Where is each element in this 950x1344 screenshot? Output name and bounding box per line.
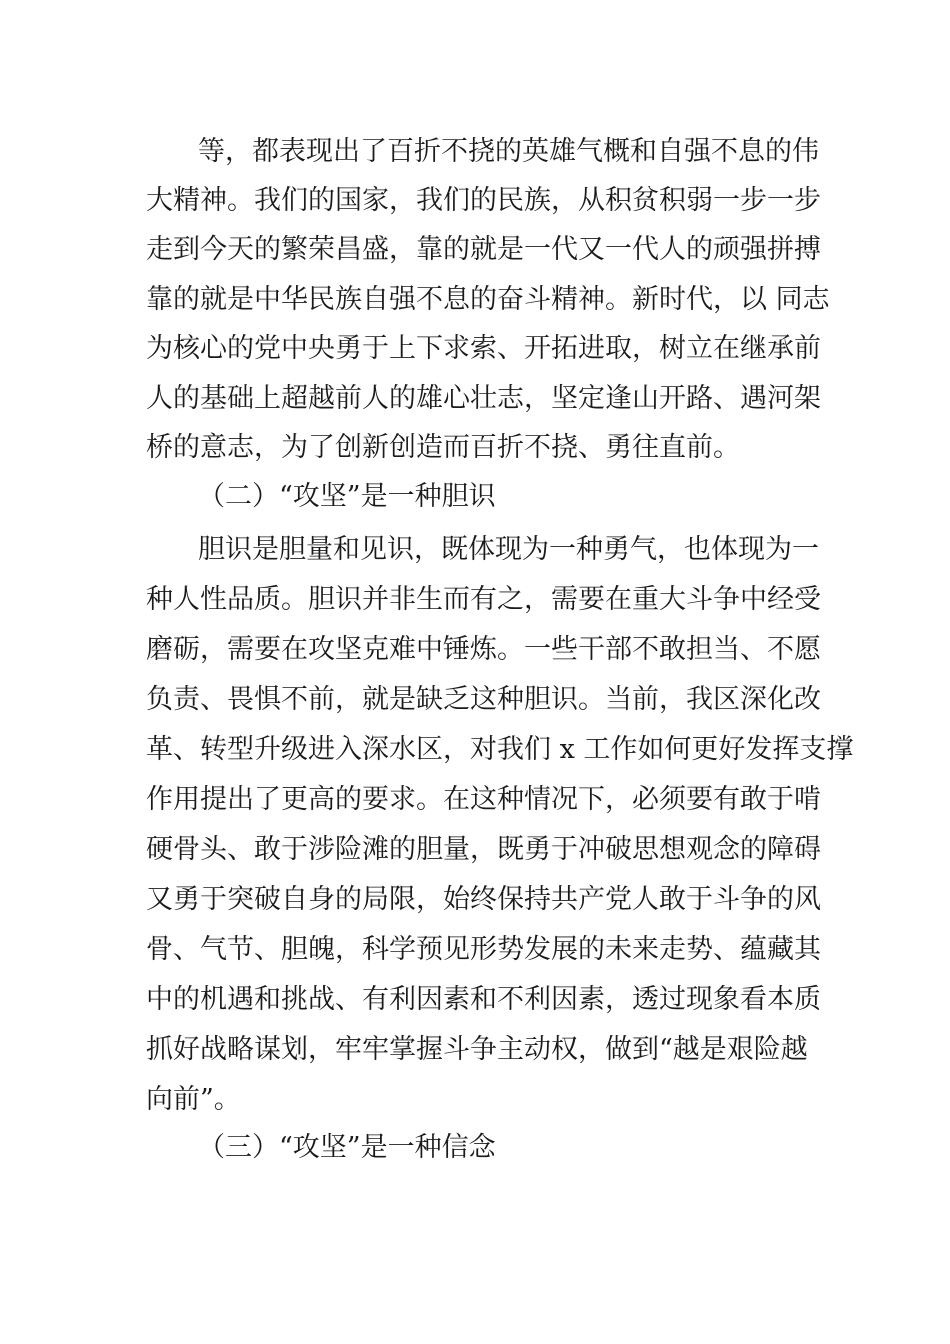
section-heading-2: （二）“攻坚”是一种胆识	[198, 481, 496, 512]
paragraph-2-line-6: 作用提出了更高的要求。在这种情况下，必须要有敢于啃	[146, 784, 821, 815]
paragraph-1-line-4: 靠的就是中华民族自强不息的奋斗精神。新时代，以 同志	[146, 284, 830, 315]
paragraph-1-line-6: 人的基础上超越前人的雄心壮志，坚定逢山开路、遇河架	[146, 383, 821, 414]
paragraph-2-line-3: 磨砺，需要在攻坚克难中锤炼。一些干部不敢担当、不愿	[146, 634, 821, 665]
section-heading-3: （三）“攻坚”是一种信念	[198, 1132, 496, 1163]
paragraph-2-line-7: 硬骨头、敢于涉险滩的胆量，既勇于冲破思想观念的障碍	[146, 834, 821, 865]
paragraph-1-line-1: 等，都表现出了百折不挠的英雄气概和自强不息的伟	[198, 136, 819, 167]
paragraph-1-line-7: 桥的意志，为了创新创造而百折不挠、勇往直前。	[146, 432, 740, 463]
paragraph-2-line-1: 胆识是胆量和见识，既体现为一种勇气，也体现为一	[198, 534, 819, 565]
paragraph-2-line-2: 种人性品质。胆识并非生而有之，需要在重大斗争中经受	[146, 584, 821, 615]
paragraph-1-line-3: 走到今天的繁荣昌盛，靠的就是一代又一代人的顽强拼搏	[146, 234, 821, 265]
paragraph-2-line-12: 向前”。	[146, 1084, 241, 1115]
paragraph-2-line-11: 抓好战略谋划，牢牢掌握斗争主动权，做到“越是艰险越	[146, 1034, 808, 1065]
paragraph-2-line-10: 中的机遇和挑战、有利因素和不利因素，透过现象看本质	[146, 984, 821, 1015]
paragraph-2-line-9: 骨、气节、胆魄，科学预见形势发展的未来走势、蕴藏其	[146, 934, 821, 965]
paragraph-2-line-4: 负责、畏惧不前，就是缺乏这种胆识。当前，我区深化改	[146, 684, 821, 715]
paragraph-1-line-5: 为核心的党中央勇于上下求索、开拓进取，树立在继承前	[146, 333, 821, 364]
paragraph-2-line-5: 革、转型升级进入深水区，对我们 x 工作如何更好发挥支撑	[146, 734, 854, 765]
paragraph-1-line-2: 大精神。我们的国家，我们的民族，从积贫积弱一步一步	[146, 185, 821, 216]
paragraph-2-line-8: 又勇于突破自身的局限，始终保持共产党人敢于斗争的风	[146, 884, 821, 915]
